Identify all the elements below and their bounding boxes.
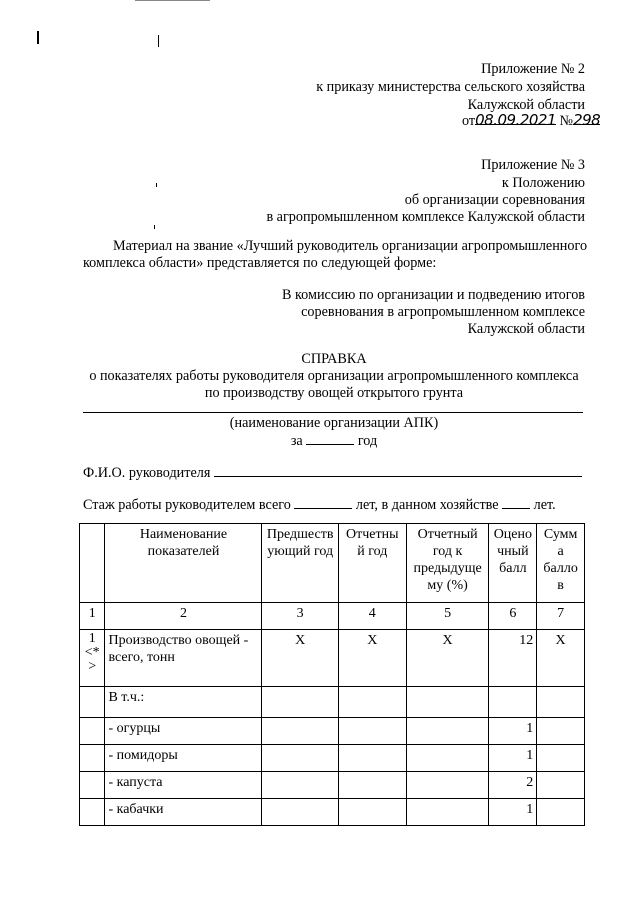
row-num: 1 <* > <box>80 630 105 687</box>
stazh-part3: лет. <box>533 497 556 513</box>
intro-line2: комплекса области» представляется по следующей форме: <box>83 255 437 271</box>
row-name: В т.ч.: <box>105 687 262 718</box>
row-num <box>80 799 105 826</box>
cell-sum[interactable] <box>537 687 585 718</box>
appendix3-line1: к Положению <box>501 175 585 191</box>
stazh-row <box>83 495 556 514</box>
cell-ratio[interactable] <box>406 687 489 718</box>
row-name: - кабачки <box>105 799 262 826</box>
row-name: - огурцы <box>105 718 262 745</box>
table-row <box>80 630 585 687</box>
header-cell-name: Наименование показателей <box>105 524 262 603</box>
header-cell-sum: Сумм а балло в <box>537 524 585 603</box>
cell-ratio[interactable] <box>406 799 489 826</box>
scan-mark <box>135 0 210 1</box>
cell-report-year[interactable] <box>338 772 406 799</box>
cell-score: 1 <box>489 799 537 826</box>
row-name: Производство овощей - всего, тонн <box>105 630 262 687</box>
stazh-part1: Стаж работы руководителем всего <box>83 497 291 513</box>
table-row <box>80 687 585 718</box>
appendix2-order-ref <box>462 111 600 130</box>
appendix3-line2: об организации соревнования <box>404 192 585 208</box>
cell-report-year[interactable]: Х <box>338 630 406 687</box>
row-num <box>80 772 105 799</box>
scan-mark <box>37 31 39 44</box>
col-number: 7 <box>537 603 585 630</box>
cell-report-year[interactable] <box>338 745 406 772</box>
stazh-farm-blank[interactable] <box>502 495 530 509</box>
cell-score: 1 <box>489 745 537 772</box>
cell-sum[interactable]: Х <box>537 630 585 687</box>
table-row <box>80 772 585 799</box>
scan-mark <box>156 183 157 187</box>
year-blank[interactable] <box>306 431 354 445</box>
header-cell-report-year: Отчетны й год <box>338 524 406 603</box>
year-prefix: за <box>290 433 303 449</box>
cell-prev-year[interactable]: Х <box>262 630 338 687</box>
cell-ratio[interactable] <box>406 745 489 772</box>
appendix2-line2: Калужской области <box>467 97 585 113</box>
stazh-part2: лет, в данном хозяйстве <box>355 497 499 513</box>
cell-ratio[interactable] <box>406 718 489 745</box>
cell-sum[interactable] <box>537 718 585 745</box>
row-num <box>80 718 105 745</box>
appendix3-title: Приложение № 3 <box>481 157 585 173</box>
table-header-row <box>80 524 585 603</box>
header-cell-num <box>80 524 105 603</box>
table-row <box>80 799 585 826</box>
cell-ratio[interactable]: Х <box>406 630 489 687</box>
stazh-total-blank[interactable] <box>294 495 352 509</box>
appendix2-title: Приложение № 2 <box>481 61 585 77</box>
fio-row <box>83 463 582 482</box>
cell-score <box>489 687 537 718</box>
cell-report-year[interactable] <box>338 718 406 745</box>
cell-report-year[interactable] <box>338 687 406 718</box>
cell-prev-year[interactable] <box>262 772 338 799</box>
header-cell-ratio: Отчетный год к предыдуще му (%) <box>406 524 489 603</box>
table-row <box>80 745 585 772</box>
scan-mark <box>158 35 159 47</box>
col-number: 3 <box>262 603 338 630</box>
row-num <box>80 745 105 772</box>
number-label: № <box>559 113 574 129</box>
cell-prev-year[interactable] <box>262 745 338 772</box>
cell-prev-year[interactable] <box>262 718 338 745</box>
col-number: 4 <box>338 603 406 630</box>
year-suffix: год <box>357 433 378 449</box>
cell-score: 1 <box>489 718 537 745</box>
cell-sum[interactable] <box>537 745 585 772</box>
handwritten-number: 298 <box>573 111 601 129</box>
fio-blank[interactable] <box>214 463 582 477</box>
org-name-line[interactable] <box>83 412 583 413</box>
column-number-row <box>80 603 585 630</box>
cell-sum[interactable] <box>537 772 585 799</box>
col-number: 1 <box>80 603 105 630</box>
org-year-line <box>0 431 640 450</box>
cell-sum[interactable] <box>537 799 585 826</box>
cell-score: 12 <box>489 630 537 687</box>
scan-mark <box>154 225 155 229</box>
heading-line1: о показателях работы руководителя организации агропромышленного комплекса <box>89 368 579 384</box>
cell-report-year[interactable] <box>338 799 406 826</box>
appendix3-line3: в агропромышленном комплексе Калужской области <box>266 209 585 225</box>
header-cell-prev-year: Предшеств ующий год <box>262 524 338 603</box>
intro-line1: Материал на звание «Лучший руководитель организации агропромышленного <box>113 238 588 254</box>
row-name: - помидоры <box>105 745 262 772</box>
col-number: 5 <box>406 603 489 630</box>
commission-line3: Калужской области <box>467 321 585 337</box>
row-name: - капуста <box>105 772 262 799</box>
cell-prev-year[interactable] <box>262 687 338 718</box>
indicators-table <box>79 523 585 826</box>
commission-line2: соревнования в агропромышленном комплексе <box>301 304 585 320</box>
col-number: 2 <box>105 603 262 630</box>
fio-label: Ф.И.О. руководителя <box>83 465 211 481</box>
row-num <box>80 687 105 718</box>
ot-label: от <box>462 113 476 129</box>
org-caption: (наименование организации АПК) <box>229 415 439 431</box>
commission-line1: В комиссию по организации и подведению итогов <box>281 287 585 303</box>
cell-prev-year[interactable] <box>262 799 338 826</box>
table-row <box>80 718 585 745</box>
cell-ratio[interactable] <box>406 772 489 799</box>
col-number: 6 <box>489 603 537 630</box>
appendix2-line1: к приказу министерства сельского хозяйства <box>316 79 585 95</box>
document-title: СПРАВКА <box>301 351 367 367</box>
handwritten-date: 08.09.2021 <box>475 111 556 129</box>
header-cell-score: Оцено чный балл <box>489 524 537 603</box>
heading-line2: по производству овощей открытого грунта <box>204 385 464 401</box>
cell-score: 2 <box>489 772 537 799</box>
